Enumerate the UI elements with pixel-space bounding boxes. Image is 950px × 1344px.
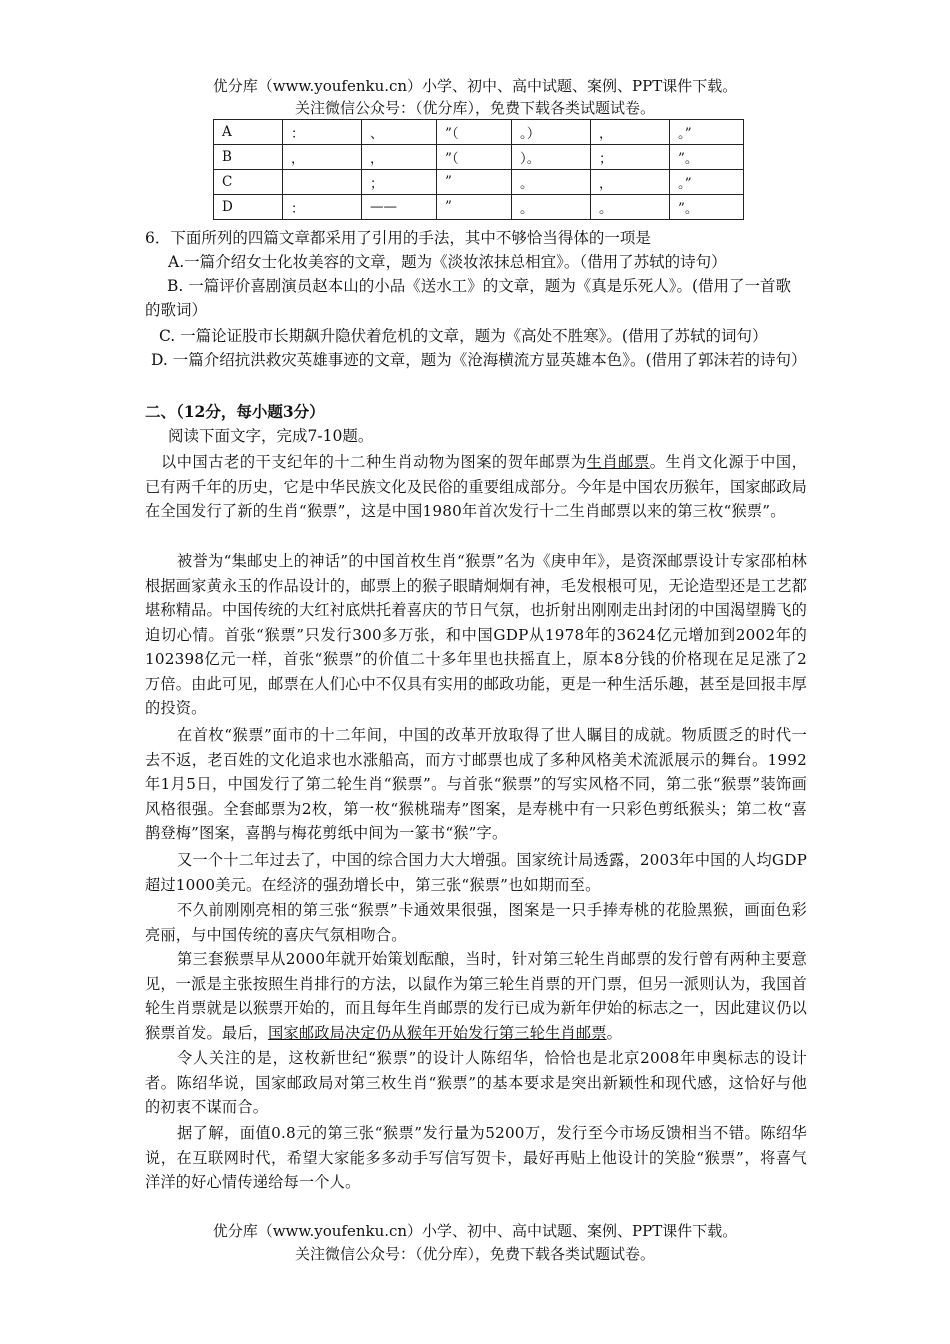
article-paragraph-8: 据了解，面值0.8元的第三张“猴票”发行量为5200万，发行至今市场反馈相当不错。陈绍华说，在互联网时代，希望大家能多多动手写信写贺卡，最好再贴上他设计的笑脸“猴票”，将喜气洋洋的好心情传递给每一个人。	[145, 1124, 807, 1191]
table-row	[214, 145, 744, 170]
section-2-title: 二、（12分，每小题3分）	[145, 402, 325, 421]
question-6-stem: 6．下面所列的四篇文章都采用了引用的手法，其中不够恰当得体的一项是	[145, 229, 651, 247]
article-paragraph-3: 在首枚“猴票”面市的十二年间，中国的改革开放取得了世人瞩目的成就。物质匮乏的时代一去不返，老百姓的文化追求也水涨船高，而方寸邮票也成了多种风格美术流派展示的舞台。1992年1月5日，中国发行了第二轮生肖“猴票”。与首张“猴票”的写实风格不同，第二张“猴票”装饰画风格很强。全套邮票为2枚，第一枚“猴桃瑞寿”图案，是寿桃中有一只彩色剪纸猴头；第二枚“喜鹊登梅”图案，喜鹊与梅花剪纸中间为一篆书“猴”字。	[145, 726, 807, 842]
table-cell: 。	[512, 170, 591, 195]
table-cell: C	[214, 170, 283, 195]
article-paragraph-7: 令人关注的是，这枚新世纪“猴票”的设计人陈绍华，恰恰也是北京2008年申奥标志的设计者。陈绍华说，国家邮政局对第三枚生肖“猴票”的基本要求是突出新颖性和现代感，这恰好与他的初衷不谋而合。	[145, 1049, 807, 1116]
table-cell: ，	[591, 170, 670, 195]
table-cell: ：	[283, 120, 362, 145]
reading-instruction: 阅读下面文字，完成7-10题。	[168, 427, 374, 445]
table-cell: ——	[362, 195, 437, 220]
table-row	[214, 120, 744, 145]
table-cell: D	[214, 195, 283, 220]
punctuation-options-table	[213, 119, 744, 220]
table-cell: 。	[591, 195, 670, 220]
footer-line-2: 关注微信公众号：（优分库），免费下载各类试题试卷。	[294, 1245, 655, 1263]
table-cell: ：	[283, 195, 362, 220]
table-cell: ”	[437, 195, 512, 220]
underlined-term: 生肖邮票	[586, 453, 650, 471]
article-paragraph-2: 被誉为“集邮史上的神话”的中国首枚生肖“猴票”名为《庚申年》，是资深邮票设计专家邵柏林根据画家黄永玉的作品设计的，邮票上的猴子眼睛炯炯有神，毛发根根可见，无论造型还是工艺都堪称精品。中国传统的大红衬底烘托着喜庆的节日气氛，也折射出刚刚走出封闭的中国渴望腾飞的迫切心情。首张“猴票”只发行300多万张，和中国GDP从1978年的3624亿元增加到2002年的102398亿元一样，首张“猴票”的价值二十多年里也扶摇直上，原本8分钱的价格现在足足涨了2万倍。由此可见，邮票在人们心中不仅具有实用的邮政功能，更是一种生活乐趣，甚至是回报丰厚的投资。	[145, 552, 807, 717]
table-cell: ”（	[437, 120, 512, 145]
table-cell: 。”	[670, 120, 744, 145]
table-cell: ，	[283, 145, 362, 170]
table-cell: ”。	[670, 195, 744, 220]
table-cell: 。	[512, 195, 591, 220]
table-cell: ；	[362, 170, 437, 195]
header-line-1: 优分库（www.youfenku.cn）小学、初中、高中试题、案例、PPT课件下载。	[212, 77, 738, 95]
table-cell: 。”	[670, 170, 744, 195]
question-6-option-b: B. 一篇评价喜剧演员赵本山的小品《送水工》的文章，题为《真是乐死人》。(借用了一首歌的歌词）	[145, 277, 792, 319]
article-paragraph-4: 又一个十二年过去了，中国的综合国力大大增强。国家统计局透露，2003年中国的人均GDP超过1000美元。在经济的强劲增长中，第三张“猴票”也如期而至。	[145, 851, 807, 894]
table-cell: ，	[591, 120, 670, 145]
question-6-option-d: D. 一篇介绍抗洪救灾英雄事迹的文章，题为《沧海横流方显英雄本色》。(借用了郭沫若的诗句）	[151, 351, 807, 369]
table-cell: ，	[362, 145, 437, 170]
table-row	[214, 170, 744, 195]
question-6-option-a: A.一篇介绍女士化妆美容的文章，题为《淡妆浓抹总相宜》。（借用了苏轼的诗句）	[168, 253, 727, 271]
table-cell: ；	[591, 145, 670, 170]
footer-line-1: 优分库（www.youfenku.cn）小学、初中、高中试题、案例、PPT课件下载。	[212, 1222, 738, 1240]
table-cell: A	[214, 120, 283, 145]
table-cell	[283, 170, 362, 195]
table-cell: ”	[437, 170, 512, 195]
article-paragraph-1: 以中国古老的干支纪年的十二种生肖动物为图案的贺年邮票为生肖邮票。生肖文化源于中国，已有两千年的历史，它是中华民族文化及民俗的重要组成部分。今年是中国农历猴年，国家邮政局在全国发行了新的生肖“猴票”，这是中国1980年首次发行十二生肖邮票以来的第三枚“猴票”。	[145, 453, 807, 520]
article-paragraph-6: 第三套猴票早从2000年就开始策划酝酿，当时，针对第三轮生肖邮票的发行曾有两种主要意见，一派是主张按照生肖排行的方法，以鼠作为第三轮生肖票的开门票，但另一派则认为，我国首轮生肖票就是以猴票开始的，而且每年生肖邮票的发行已成为新年伊始的标志之一，因此建议仍以猴票首发。最后，国家邮政局决定仍从猴年开始发行第三轮生肖邮票。	[145, 950, 807, 1042]
table-cell: B	[214, 145, 283, 170]
table-cell: ”。	[670, 145, 744, 170]
article-paragraph-5: 不久前刚刚亮相的第三张“猴票”卡通效果很强，图案是一只手捧寿桃的花脸黑猴，画面色彩亮丽，与中国传统的喜庆气氛相吻合。	[145, 901, 807, 944]
table-cell: ）。	[512, 145, 591, 170]
underlined-sentence: 国家邮政局决定仍从猴年开始发行第三轮生肖邮票	[268, 1023, 607, 1042]
header-line-2: 关注微信公众号：（优分库），免费下载各类试题试卷。	[294, 99, 655, 117]
table-row	[214, 195, 744, 220]
table-cell: 、	[362, 120, 437, 145]
question-6-option-c: C. 一篇论证股市长期飙升隐伏着危机的文章，题为《高处不胜寒》。(借用了苏轼的词句）	[159, 327, 768, 345]
table-cell: ”（	[437, 145, 512, 170]
table-cell: 。）	[512, 120, 591, 145]
